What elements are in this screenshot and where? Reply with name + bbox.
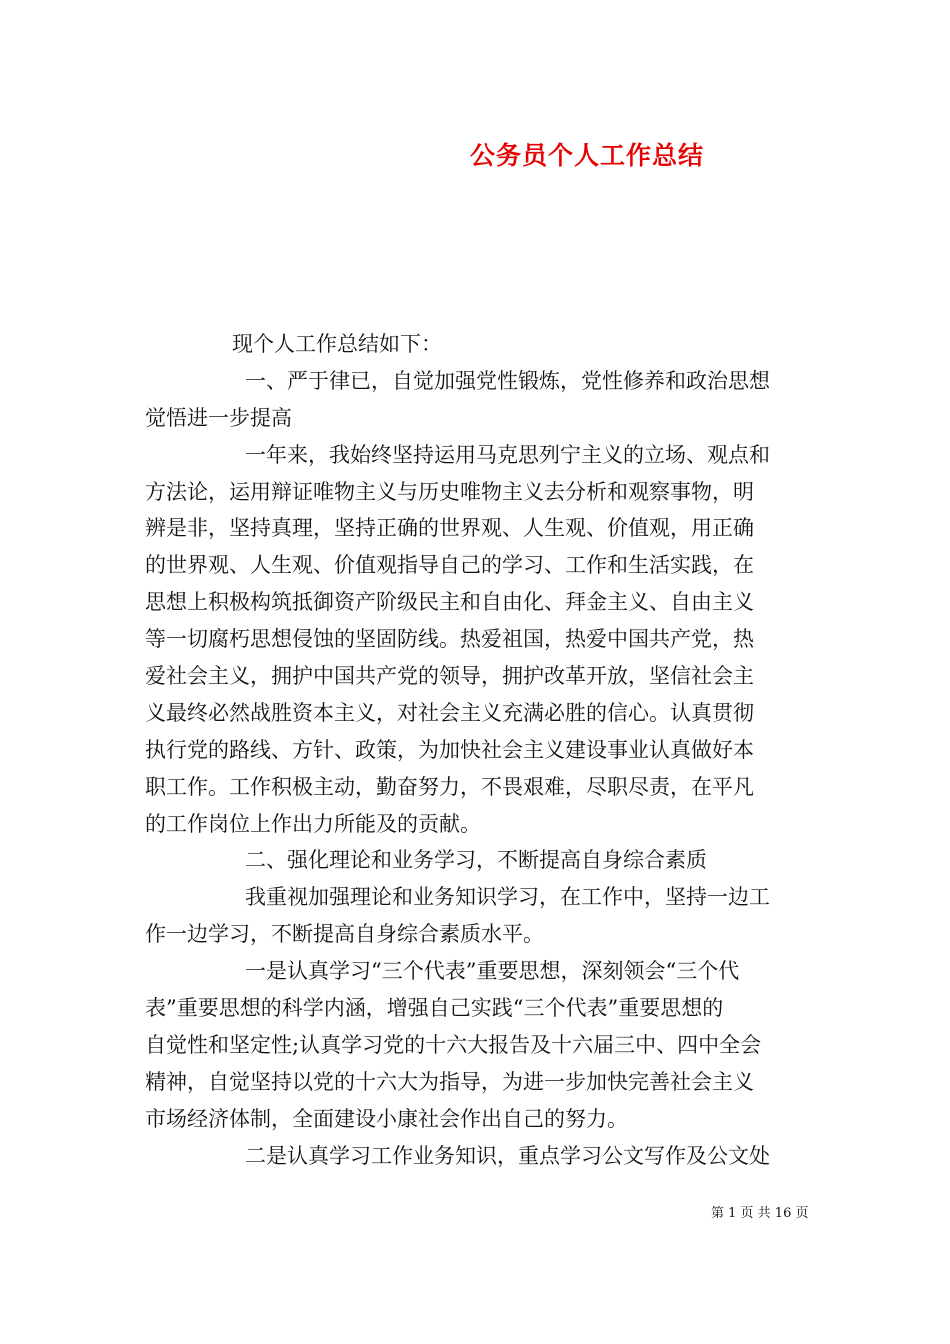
paragraph-line: 义最终必然战胜资本主义，对社会主义充满必胜的信心。认真贯彻 — [145, 700, 754, 725]
paragraph-line: 现个人工作总结如下： — [232, 332, 442, 356]
paragraph-line: 职工作。工作积极主动，勤奋努力，不畏艰难，尽职尽责，在平凡 — [145, 774, 754, 799]
paragraph-line: 执行党的路线、方针、政策，为加快社会主义建设事业认真做好本 — [145, 737, 754, 762]
document-title: 公务员个人工作总结 — [470, 141, 705, 170]
paragraph-line: 精神，自觉坚持以党的十六大为指导，为进一步加快完善社会主义 — [145, 1069, 754, 1094]
paragraph-line: 辨是非，坚持真理，坚持正确的世界观、人生观、价值观，用正确 — [145, 516, 754, 541]
paragraph-line: 方法论，运用辩证唯物主义与历史唯物主义去分析和观察事物，明 — [145, 479, 754, 504]
section-heading-line: 觉悟进一步提高 — [145, 405, 292, 430]
paragraph-line: 等一切腐朽思想侵蚀的坚固防线。热爱祖国，热爱中国共产党，热 — [145, 627, 754, 652]
paragraph-line: 二是认真学习工作业务知识，重点学习公文写作及公文处 — [245, 1143, 770, 1168]
paragraph-line: 一年来，我始终坚持运用马克思列宁主义的立场、观点和 — [245, 442, 770, 467]
paragraph-line: 爱社会主义，拥护中国共产党的领导，拥护改革开放，坚信社会主 — [145, 664, 754, 689]
paragraph-line: 自觉性和坚定性;认真学习党的十六大报告及十六届三中、四中全会 — [145, 1032, 762, 1057]
document-body — [145, 326, 810, 1174]
paragraph-line: 思想上积极构筑抵御资产阶级民主和自由化、拜金主义、自由主义 — [145, 590, 754, 615]
paragraph-line: 表”重要思想的科学内涵，增强自己实践“三个代表”重要思想的 — [145, 996, 724, 1021]
paragraph-line: 作一边学习，不断提高自身综合素质水平。 — [145, 922, 544, 947]
page-number-footer: 第 1 页 共 16 页 — [711, 1206, 809, 1221]
paragraph-line: 我重视加强理论和业务知识学习，在工作中，坚持一边工 — [245, 885, 770, 910]
paragraph-line: 一是认真学习“三个代表”重要思想，深刻领会“三个代 — [245, 959, 740, 984]
section-heading-line: 二、强化理论和业务学习，不断提高自身综合素质 — [245, 848, 707, 873]
section-heading-line: 一、严于律已，自觉加强党性锻炼，党性修养和政治思想 — [245, 368, 770, 393]
paragraph-line: 市场经济体制，全面建设小康社会作出自己的努力。 — [145, 1106, 628, 1131]
paragraph-line: 的世界观、人生观、价值观指导自己的学习、工作和生活实践，在 — [145, 553, 754, 578]
paragraph-line: 的工作岗位上作出力所能及的贡献。 — [145, 811, 481, 836]
